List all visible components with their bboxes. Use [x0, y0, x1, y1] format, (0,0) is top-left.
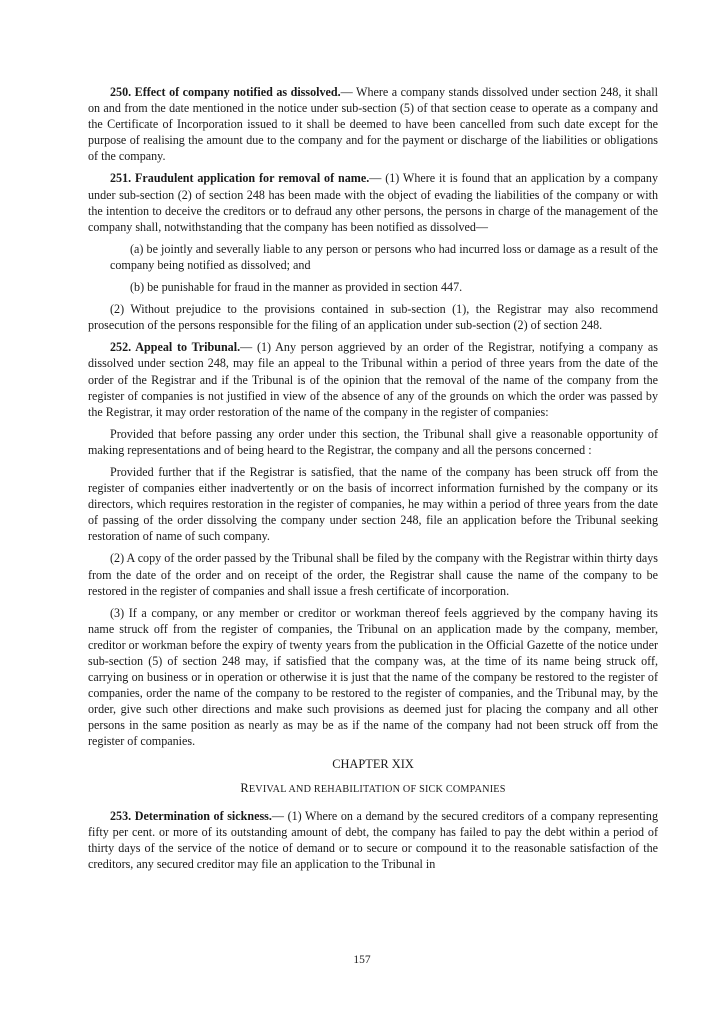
section-250 [88, 84, 658, 164]
chapter-subtitle [88, 780, 658, 798]
chapter-subtitle-initial: R [240, 780, 249, 795]
section-253-sub1 [88, 808, 658, 872]
section-251-heading: 251. Fraudulent application for removal of name. [110, 171, 370, 186]
section-253-heading: 253. Determination of sickness. [110, 808, 272, 823]
section-251-sub2: (2) Without prejudice to the provisions contained in sub-section (1), the Registrar may also recommend prosecution of the persons responsible for the filing of an application under sub-section (2) of section 248. [88, 302, 658, 333]
section-252-sub1-text: — (1) Any person aggrieved by an order of the Registrar, notifying a company as dissolved under section 248, may file an appeal to the Tribunal within a period of three years from the date of the order of the Registrar and if the Tribunal is of the opinion that the removal of the name of the company from the register of companies is not justified in view of the absence of any of the grounds on which the order was passed by the Registrar, it may order restoration of the name of the company in the register of companies: [88, 340, 658, 419]
section-252-sub1 [88, 339, 658, 419]
chapter-subtitle-rest: EVIVAL AND REHABILITATION OF SICK COMPANIES [248, 783, 506, 795]
section-250-body: — Where a company stands dissolved under section 248, it shall on and from the date mentioned in the notice under sub-section (5) of that section cease to operate as a company and the Certificate of Incorporation issued to it shall be deemed to have been cancelled from such date except for the purpose of realising the amount due to the company and for the payment or discharge of the liabilities or obligations of the company. [88, 85, 658, 164]
section-252-proviso-2: Provided further that if the Registrar is satisfied, that the name of the company has been struck off from the register of companies either inadvertently or on the basis of incorrect information furnished by the company or its directors, which requires restoration in the register of companies, he may within a period of three years from the date of passing of the order dissolving the company under section 248, file an application before the Tribunal seeking restoration of name of such company. [88, 464, 658, 544]
section-252-proviso-1: Provided that before passing any order under this section, the Tribunal shall give a reasonable opportunity of making representations and of being heard to the Registrar, the company and all the persons concerned : [88, 426, 658, 457]
section-251-clause-b: (b) be punishable for fraud in the manner as provided in section 447. [130, 280, 463, 295]
page-number: 157 [353, 954, 371, 966]
section-251-intro [88, 170, 658, 234]
section-252-sub3: (3) If a company, or any member or creditor or workman thereof feels aggrieved by the company having its name struck off from the register of companies, the Tribunal on an application made by the company, member, creditor or workman before the expiry of twenty years from the publication in the Official Gazette of the notice under sub-section (5) of section 248 may, if satisfied that the company was, at the time of its name being struck off, carrying on business or in operation or otherwise it is just that the name of the company be restored to the register of companies, order the name of the company to be restored to the register of companies, and the Tribunal may, by the order, give such other directions and make such provisions as deemed just for placing the company and all other persons in the same position as nearly as may be as if the name of the company had not been struck off from the register of companies. [88, 605, 658, 749]
document-page [88, 84, 658, 878]
chapter-title: CHAPTER XIX [332, 756, 414, 771]
section-252-heading: 252. Appeal to Tribunal. [110, 340, 241, 355]
section-250-heading: 250. Effect of company notified as dissolved. [110, 85, 341, 99]
section-251-sub1: — (1) Where it is found that an application by a company under sub-section (2) of section 248 has been made with the object of evading the liabilities of the company or with the intention to deceive the creditors or to defraud any other persons, the persons in charge of the management of the company shall, notwithstanding that the company has been notified as dissolved— [88, 171, 658, 234]
section-252-sub2: (2) A copy of the order passed by the Tribunal shall be filed by the company with the Registrar within thirty days from the date of the order and on receipt of the order, the Registrar shall cause the name of the company to be restored in the register of companies and shall issue a fresh certificate of incorporation. [88, 551, 658, 598]
section-253-sub1-text: — (1) Where on a demand by the secured creditors of a company representing fifty per cent. or more of its outstanding amount of debt, the company has failed to pay the debt within a period of thirty days of the service of the notice of demand or to secure or compound it to the reasonable satisfaction of the creditors, any secured creditor may file an application to the Tribunal in [88, 808, 659, 872]
section-251-clause-a: (a) be jointly and severally liable to any person or persons who had incurred loss or damage as a result of the company being notified as dissolved; and [110, 241, 658, 272]
